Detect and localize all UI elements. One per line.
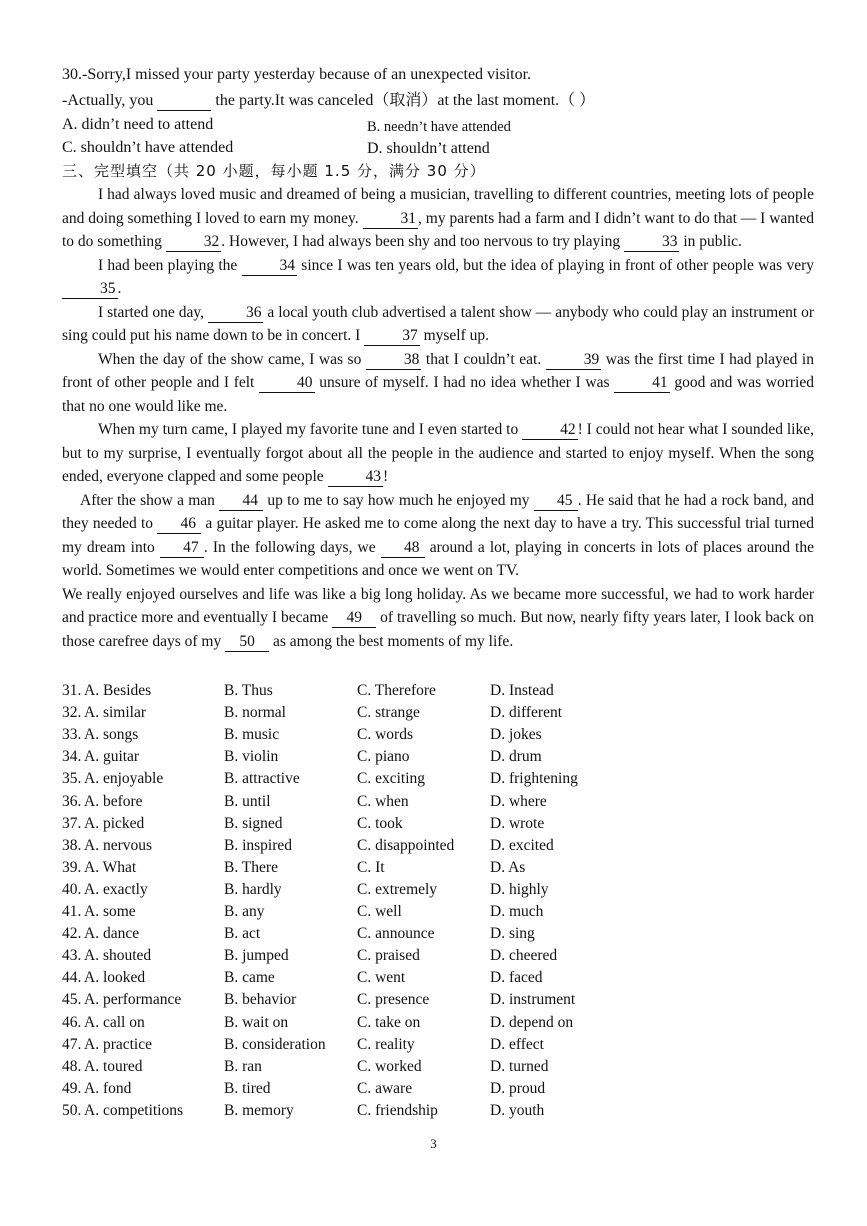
passage-paragraph-3	[62, 301, 814, 348]
cloze-blank-40: 40	[259, 374, 315, 393]
choice-option-b: B. normal	[224, 704, 286, 722]
choice-option-a: A. practice	[84, 1035, 152, 1053]
choice-option-a: A. guitar	[84, 748, 140, 766]
passage-paragraph-7	[62, 583, 814, 654]
choice-option-b: B. tired	[224, 1079, 271, 1097]
choice-option-d: D. sing	[490, 925, 535, 943]
choice-row	[62, 791, 622, 813]
choice-option-a: A. competitions	[84, 1101, 184, 1119]
choice-option-c: C. aware	[357, 1079, 413, 1097]
choice-option-c: C. disappointed	[357, 836, 455, 854]
choice-row	[62, 724, 622, 746]
choice-option-d: D. instrument	[490, 991, 576, 1009]
choice-option-d: D. depend on	[490, 1013, 574, 1031]
choice-row	[62, 857, 622, 879]
passage-text: . In the following days, we	[203, 538, 381, 556]
passage-text: ! I could not hear what I sounded like, but to my surprise, I eventually forgot about all the people in the audience and started to enjoy myself. When the song ended, everyone clapped and some people	[62, 421, 814, 485]
choice-number: 32.	[62, 704, 82, 722]
choice-option-b: B. until	[224, 792, 271, 810]
choice-option-a: A. nervous	[84, 836, 153, 854]
choice-number: 49.	[62, 1079, 82, 1097]
choice-option-c: C. went	[357, 969, 406, 987]
choice-row	[62, 1012, 622, 1034]
choice-option-d: D. cheered	[490, 947, 558, 965]
choice-option-d: D. effect	[490, 1035, 544, 1053]
choice-option-c: C. reality	[357, 1035, 415, 1053]
choice-option-d: D. proud	[490, 1079, 546, 1097]
passage-text: , my parents had a farm and I didn’t want to do that — I wanted to do something	[62, 209, 814, 250]
passage-text: !	[383, 468, 389, 485]
choice-option-b: B. Thus	[224, 682, 273, 699]
question-30-option-c: C. shouldn’t have attended	[62, 139, 234, 156]
choice-number: 50.	[62, 1101, 82, 1119]
choice-number: 43.	[62, 947, 82, 965]
choice-option-c: C. announce	[357, 925, 435, 943]
choice-row	[62, 768, 622, 790]
choice-option-a: A. before	[84, 792, 143, 810]
choice-option-c: C. presence	[357, 991, 430, 1009]
cloze-passage	[62, 183, 814, 653]
passage-text: myself up.	[419, 327, 490, 344]
passage-text: We really enjoyed ourselves and life was like a big long holiday. As we became more successful, we had to work harder and practice more and eventually I became	[62, 585, 814, 626]
choice-option-a: A. toured	[84, 1057, 143, 1075]
choice-row	[62, 901, 622, 923]
question-30-prompt: 30.-Sorry,I missed your party yesterday because of an unexpected visitor.	[62, 66, 532, 83]
choice-option-c: C. extremely	[357, 880, 438, 898]
cloze-blank-33: 33	[624, 233, 680, 252]
choice-option-b: B. music	[224, 726, 280, 744]
cloze-blank-46: 46	[157, 515, 201, 534]
passage-text: . He said that he had a rock band, and they needed to	[62, 491, 814, 532]
choice-option-d: D. youth	[490, 1101, 545, 1119]
choice-number: 31.	[62, 682, 82, 699]
choice-option-c: C. Therefore	[357, 682, 436, 699]
passage-text: unsure of myself. I had no idea whether I was	[314, 374, 615, 391]
choice-option-c: C. friendship	[357, 1101, 438, 1119]
passage-paragraph-6	[62, 489, 814, 583]
cloze-blank-45: 45	[534, 492, 578, 511]
choice-row	[62, 923, 622, 945]
choice-option-b: B. violin	[224, 748, 279, 766]
cloze-blank-42: 42	[522, 421, 578, 440]
choice-option-b: B. attractive	[224, 770, 300, 788]
choice-option-d: D. wrote	[490, 814, 545, 832]
choice-number: 38.	[62, 836, 82, 854]
choice-option-d: D. frightening	[490, 770, 578, 788]
passage-text: as among the best moments of my life.	[269, 632, 514, 650]
question-30-option-b: B. needn’t have attended	[367, 119, 511, 135]
choice-row	[62, 967, 622, 989]
choice-option-d: D. different	[490, 704, 563, 722]
choice-option-d: D. jokes	[490, 726, 542, 744]
cloze-blank-41: 41	[614, 374, 670, 393]
passage-text: . However, I had always been shy and too nervous to try playing	[221, 233, 624, 250]
page-number: 3	[430, 1136, 437, 1151]
passage-text: I had been playing the	[98, 256, 242, 274]
choice-row	[62, 680, 622, 702]
choice-option-c: C. when	[357, 792, 409, 810]
choice-option-c: C. It	[357, 858, 385, 876]
choice-option-a: A. dance	[84, 925, 140, 943]
choice-option-d: D. excited	[490, 836, 554, 854]
choice-row	[62, 746, 622, 768]
choice-option-b: B. behavior	[224, 991, 297, 1009]
choice-option-a: A. exactly	[84, 880, 148, 898]
cloze-blank-39: 39	[546, 351, 602, 370]
choice-number: 35.	[62, 770, 82, 788]
choice-option-b: B. memory	[224, 1101, 294, 1119]
question-30-blank	[157, 92, 211, 111]
passage-text: was the first time I had played in front of other people and I felt	[62, 350, 814, 391]
choice-number: 48.	[62, 1057, 82, 1075]
section-3-title: 三、完型填空（共 20 小题，每小题 1.5 分，满分 30 分）	[62, 162, 486, 180]
choice-option-b: B. There	[224, 858, 278, 876]
passage-text: When my turn came, I played my favorite tune and I even started to	[98, 421, 523, 438]
cloze-blank-50: 50	[225, 633, 269, 652]
question-30-response	[62, 90, 595, 112]
choice-number: 40.	[62, 880, 82, 898]
choice-option-d: D. drum	[490, 748, 542, 766]
cloze-blank-34: 34	[242, 257, 298, 276]
choice-number: 36.	[62, 792, 82, 810]
passage-text: a local youth club advertised a talent show — anybody who could play an instrument or sing could put his name down to be in concert. I	[62, 303, 814, 344]
cloze-blank-49: 49	[332, 609, 376, 628]
cloze-blank-38: 38	[366, 351, 422, 370]
question-30-option-d: D. shouldn’t attend	[367, 140, 490, 157]
passage-text: that I couldn’t eat.	[421, 350, 546, 368]
choice-option-c: C. praised	[357, 947, 420, 965]
choice-number: 34.	[62, 748, 82, 766]
choice-row	[62, 879, 622, 901]
choice-row	[62, 945, 622, 967]
choice-option-c: C. strange	[357, 704, 420, 722]
choice-row	[62, 1056, 622, 1078]
choice-number: 46.	[62, 1013, 82, 1031]
choice-number: 41.	[62, 903, 82, 920]
passage-text: a guitar player. He asked me to come along the next day to have a try. This successful trial turned my dream into	[62, 515, 814, 556]
choice-number: 33.	[62, 726, 82, 744]
choice-option-a: A. some	[84, 903, 136, 920]
choice-number: 37.	[62, 814, 82, 832]
passage-text: of travelling so much. But now, nearly fifty years later, I look back on those carefree days of my	[62, 609, 814, 650]
choice-option-d: D. where	[490, 792, 547, 810]
choice-option-c: C. take on	[357, 1013, 421, 1031]
passage-text: since I was ten years old, but the idea of playing in front of other people was very	[297, 256, 814, 274]
choice-number: 44.	[62, 969, 82, 987]
choice-option-c: C. words	[357, 726, 413, 744]
choice-option-a: A. call on	[84, 1013, 145, 1031]
cloze-blank-43: 43	[328, 468, 384, 487]
passage-text: When the day of the show came, I was so	[98, 350, 366, 368]
choice-option-c: C. exciting	[357, 770, 426, 788]
choice-option-a: A. songs	[84, 726, 139, 744]
choice-row	[62, 1078, 622, 1100]
choice-option-b: B. signed	[224, 814, 283, 832]
cloze-blank-31: 31	[363, 210, 419, 229]
choice-option-b: B. ran	[224, 1057, 262, 1075]
choice-option-d: D. faced	[490, 969, 543, 987]
cloze-blank-35: 35	[62, 280, 118, 299]
choice-row	[62, 989, 622, 1011]
cloze-blank-37: 37	[364, 327, 420, 346]
passage-text: in public.	[679, 233, 742, 250]
passage-paragraph-4	[62, 348, 814, 419]
choice-option-a: A. picked	[84, 814, 145, 832]
choice-option-b: B. came	[224, 969, 275, 987]
choice-option-d: D. As	[490, 858, 526, 876]
choice-option-a: A. similar	[84, 704, 146, 722]
cloze-blank-48: 48	[381, 539, 425, 558]
choice-number: 39.	[62, 858, 82, 876]
cloze-blank-47: 47	[160, 539, 204, 558]
passage-paragraph-1	[62, 183, 814, 254]
choice-option-d: D. Instead	[490, 682, 554, 699]
passage-text: up to me to say how much he enjoyed my	[263, 491, 534, 509]
choice-number: 45.	[62, 991, 82, 1009]
choice-option-c: C. took	[357, 814, 403, 832]
choice-option-d: D. much	[490, 903, 544, 920]
choice-option-d: D. highly	[490, 880, 549, 898]
choice-option-b: B. inspired	[224, 836, 293, 854]
choice-option-b: B. act	[224, 925, 261, 943]
choice-option-a: A. looked	[84, 969, 146, 987]
choice-option-d: D. turned	[490, 1057, 549, 1075]
passage-paragraph-5	[62, 418, 814, 489]
passage-paragraph-2	[62, 254, 814, 301]
choice-option-a: A. enjoyable	[84, 770, 164, 788]
choice-option-a: A. performance	[84, 991, 182, 1009]
choice-option-c: C. worked	[357, 1057, 422, 1075]
choice-option-a: A. What	[84, 858, 137, 876]
choice-option-b: B. jumped	[224, 947, 289, 965]
choice-option-b: B. hardly	[224, 880, 282, 898]
choice-option-c: C. piano	[357, 748, 410, 766]
question-30-response-post: the party.It was canceled（取消）at the last moment.（ ）	[211, 92, 596, 109]
choice-option-b: B. any	[224, 903, 265, 920]
choice-row	[62, 1034, 622, 1056]
cloze-blank-44: 44	[219, 492, 263, 511]
choice-option-b: B. wait on	[224, 1013, 289, 1031]
passage-text: I started one day,	[98, 303, 208, 321]
choice-number: 42.	[62, 925, 82, 943]
question-30-option-a: A. didn’t need to attend	[62, 116, 214, 133]
choice-number: 47.	[62, 1035, 82, 1053]
cloze-blank-36: 36	[208, 304, 264, 323]
passage-text: I had always loved music and dreamed of being a musician, travelling to different countries, meeting lots of people and doing something I loved to earn my money.	[62, 186, 814, 227]
choice-option-c: C. well	[357, 903, 402, 920]
passage-text: .	[117, 280, 122, 297]
choice-row	[62, 813, 622, 835]
cloze-blank-32: 32	[166, 233, 222, 252]
choice-row	[62, 835, 622, 857]
passage-text: good and was worried that no one would like me.	[62, 374, 814, 415]
passage-text: around a lot, playing in concerts in lots of places around the world. Sometimes we would enter competitions and once we went on TV.	[62, 538, 814, 579]
choice-option-a: A. fond	[84, 1079, 132, 1097]
choice-row	[62, 1100, 622, 1122]
choice-option-a: A. shouted	[84, 947, 152, 965]
question-30-response-pre: -Actually, you	[62, 92, 158, 109]
passage-text: After the show a man	[80, 491, 220, 509]
choice-option-b: B. consideration	[224, 1035, 326, 1053]
choice-option-a: A. Besides	[84, 682, 152, 699]
choice-row	[62, 702, 622, 724]
